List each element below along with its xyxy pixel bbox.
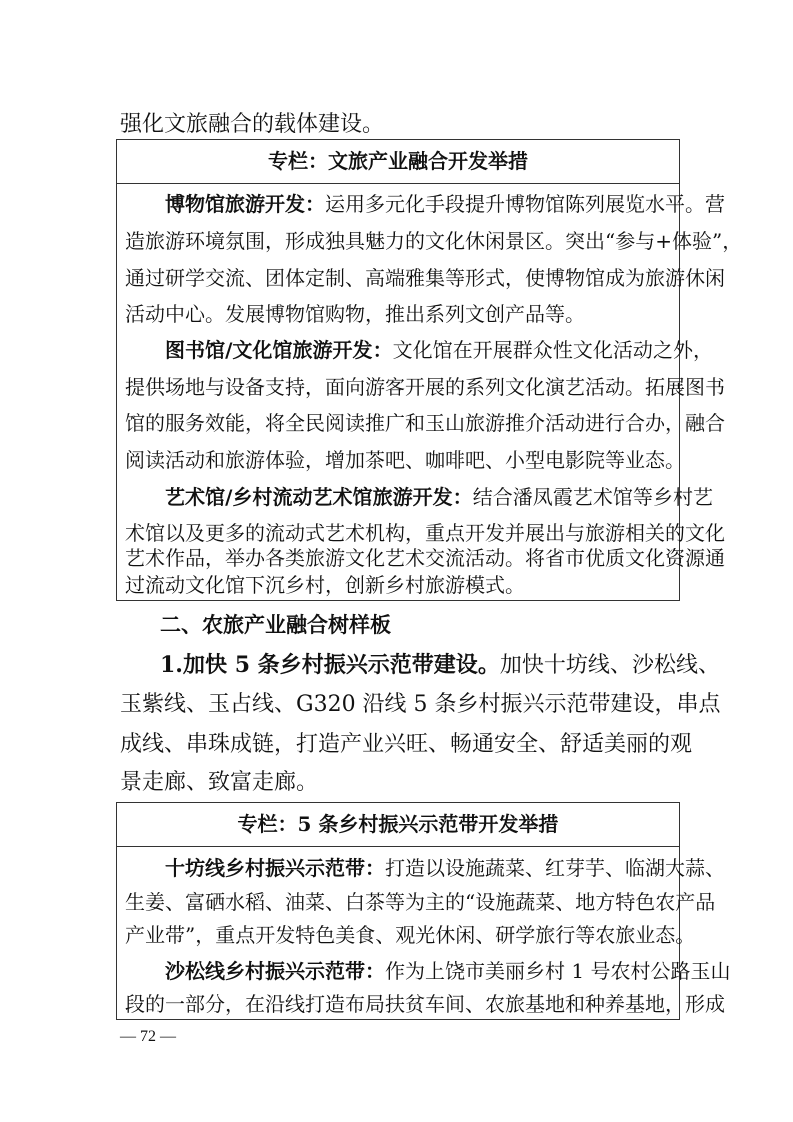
feature-box-rural-revitalization	[116, 802, 731, 1020]
item-line: 成线、串珠成链，打造产业兴旺、畅通安全、舒适美丽的观	[120, 732, 693, 757]
section-heading: 二、农旅产业融合树样板	[160, 612, 391, 637]
feature-box-culture-tourism	[116, 139, 743, 601]
item-line: 1.加快 5 条乡村振兴示范带建设。加快十坊线、沙松线、	[160, 652, 720, 678]
paragraph-line: 通过研学交流、团体定制、高端雅集等形式，使博物馆成为旅游休闲	[125, 266, 725, 290]
paragraph-line: 艺术馆/乡村流动艺术馆旅游开发：结合潘凤霞艺术馆等乡村艺	[165, 485, 713, 509]
page-number: — 72 —	[120, 1028, 176, 1045]
paragraph-line: 活动中心。发展博物馆购物，推出系列文创产品等。	[125, 302, 585, 326]
paragraph-line: 过流动文化馆下沉乡村，创新乡村旅游模式。	[125, 573, 525, 597]
item-line: 玉紫线、玉占线、G320 沿线 5 条乡村振兴示范带建设，串点	[120, 692, 721, 717]
paragraph-line: 十坊线乡村振兴示范带：打造以设施蔬菜、红芽芋、临湖大蒜、	[165, 856, 725, 880]
paragraph-line: 阅读活动和旅游体验，增加茶吧、咖啡吧、小型电影院等业态。	[125, 448, 685, 472]
box-title: 专栏：文旅产业融合开发举措	[117, 140, 679, 184]
paragraph-line: 馆的服务效能，将全民阅读推广和玉山旅游推介活动进行合办，融合	[125, 411, 725, 435]
paragraph-line: 艺术作品，举办各类旅游文化艺术交流活动。将省市优质文化资源通	[125, 546, 725, 570]
box-title: 专栏：5 条乡村振兴示范带开发举措	[117, 803, 679, 847]
paragraph-line: 沙松线乡村振兴示范带：作为上饶市美丽乡村 1 号农村公路玉山	[165, 959, 731, 983]
paragraph-line: 段的一部分，在沿线打造布局扶贫车间、农旅基地和种养基地，形成	[125, 992, 725, 1016]
paragraph-line: 造旅游环境氛围，形成独具魅力的文化休闲景区。突出“参与+体验”，	[125, 229, 743, 253]
paragraph-line: 博物馆旅游开发：运用多元化手段提升博物馆陈列展览水平。营	[165, 192, 725, 216]
item-line: 景走廊、致富走廊。	[120, 770, 319, 795]
intro-line: 强化文旅融合的载体建设。	[120, 112, 385, 137]
paragraph-line: 术馆以及更多的流动式艺术机构，重点开发并展出与旅游相关的文化	[125, 521, 725, 545]
paragraph-line: 生姜、富硒水稻、油菜、白茶等为主的“设施蔬菜、地方特色农产品	[125, 890, 716, 914]
paragraph-line: 提供场地与设备支持，面向游客开展的系列文化演艺活动。拓展图书	[125, 375, 725, 399]
paragraph-line: 图书馆/文化馆旅游开发：文化馆在开展群众性文化活动之外，	[165, 338, 714, 362]
paragraph-line: 产业带”，重点开发特色美食、观光休闲、研学旅行等农旅业态。	[125, 923, 696, 947]
